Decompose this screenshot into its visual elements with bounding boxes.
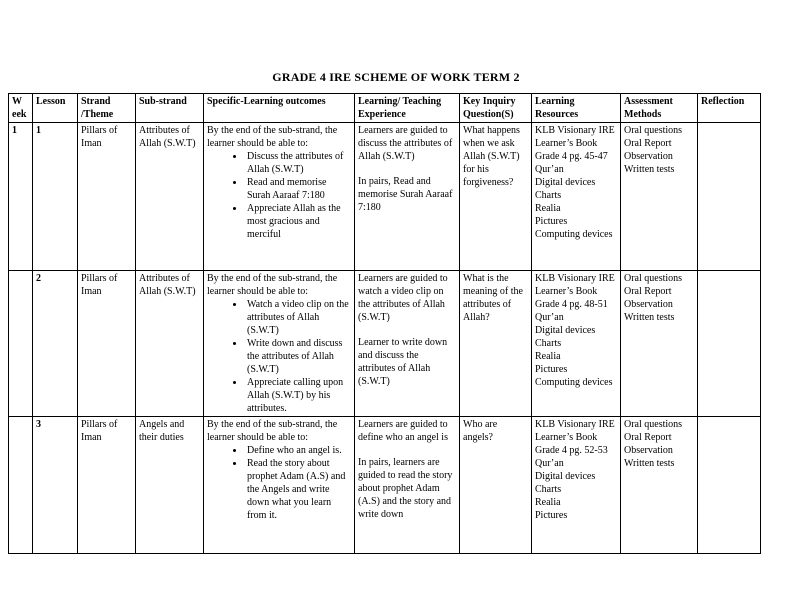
learning-experience-cell: Learners are guided to discuss the attributes of Allah (S.W.T) In pairs, Read and memorise Surah Aaraaf 7:180 [355, 123, 460, 271]
reflection-cell [698, 123, 761, 271]
outcome-bullet: • Appreciate Allah as the most gracious and merciful [245, 202, 351, 241]
outcomes-bullet-list [207, 298, 351, 415]
header-sub-strand: Sub-strand [136, 94, 204, 123]
strand-theme-cell: Pillars of Iman [78, 123, 136, 271]
header-lesson: Lesson [33, 94, 78, 123]
sub-strand-cell: Attributes of Allah (S.W.T) [136, 271, 204, 417]
header-learning-resources: Learning Resources [532, 94, 621, 123]
table-row [9, 123, 761, 271]
key-inquiry-question-cell: What is the meaning of the attributes of Allah? [460, 271, 532, 417]
learning-resources-cell: KLB Visionary IRE Learner’s Book Grade 4 pg. 48-51 Qur’an Digital devices Charts Realia Pictures Computing devices [532, 271, 621, 417]
outcome-bullet: • Discuss the attributes of Allah (S.W.T) [245, 150, 351, 176]
table-row [9, 271, 761, 417]
learning-resources-cell: KLB Visionary IRE Learner’s Book Grade 4 pg. 52-53 Qur’an Digital devices Charts Realia Pictures [532, 417, 621, 554]
strand-theme-cell: Pillars of Iman [78, 417, 136, 554]
header-week: W eek [9, 94, 33, 123]
sub-strand-cell: Angels and their duties [136, 417, 204, 554]
lesson-cell: 2 [33, 271, 78, 417]
reflection-cell [698, 417, 761, 554]
outcomes-intro: By the end of the sub-strand, the learner should be able to: [207, 273, 338, 297]
lesson-cell: 3 [33, 417, 78, 554]
outcome-bullet: • Define who an angel is. [245, 444, 351, 457]
learning-outcomes-cell [204, 417, 355, 554]
reflection-cell [698, 271, 761, 417]
outcomes-intro: By the end of the sub-strand, the learner should be able to: [207, 125, 338, 149]
outcomes-bullet-list [207, 444, 351, 522]
assessment-methods-cell: Oral questions Oral Report Observation Written tests [621, 417, 698, 554]
key-inquiry-question-cell: Who are angels? [460, 417, 532, 554]
learning-outcomes-cell [204, 123, 355, 271]
learning-resources-cell: KLB Visionary IRE Learner’s Book Grade 4 pg. 45-47 Qur’an Digital devices Charts Realia Pictures Computing devices [532, 123, 621, 271]
outcome-bullet: • Read and memorise Surah Aaraaf 7:180 [245, 176, 351, 202]
week-cell: 1 [9, 123, 33, 271]
lesson-cell: 1 [33, 123, 78, 271]
outcome-bullet: • Watch a video clip on the attributes of Allah (S.W.T) [245, 298, 351, 337]
learning-experience-cell: Learners are guided to define who an angel is In pairs, learners are guided to read the story about prophet Adam (A.S) and the story and write down [355, 417, 460, 554]
header-learning-teaching-experience: Learning/ Teaching Experience [355, 94, 460, 123]
outcome-bullet: • Write down and discuss the attributes of Allah (S.W.T) [245, 337, 351, 376]
document-title: GRADE 4 IRE SCHEME OF WORK TERM 2 [272, 70, 520, 84]
table-body [9, 123, 761, 554]
header-strand-theme: Strand /Theme [78, 94, 136, 123]
sub-strand-cell: Attributes of Allah (S.W.T) [136, 123, 204, 271]
header-reflection: Reflection [698, 94, 761, 123]
header-specific-learning-outcomes: Specific-Learning outcomes [204, 94, 355, 123]
strand-theme-cell: Pillars of Iman [78, 271, 136, 417]
learning-outcomes-cell [204, 271, 355, 417]
assessment-methods-cell: Oral questions Oral Report Observation Written tests [621, 271, 698, 417]
key-inquiry-question-cell: What happens when we ask Allah (S.W.T) for his forgiveness? [460, 123, 532, 271]
assessment-methods-cell: Oral questions Oral Report Observation Written tests [621, 123, 698, 271]
learning-experience-cell: Learners are guided to watch a video clip on the attributes of Allah (S.W.T) Learner to write down and discuss the attributes of Allah (S.W.T) [355, 271, 460, 417]
outcomes-intro: By the end of the sub-strand, the learner should be able to: [207, 419, 338, 443]
outcome-bullet: • Appreciate calling upon Allah (S.W.T) by his attributes. [245, 376, 351, 415]
table-row [9, 417, 761, 554]
scheme-of-work-table [8, 93, 761, 554]
week-cell [9, 271, 33, 417]
outcome-bullet: • Read the story about prophet Adam (A.S) and the Angels and write down what you learn from it. [245, 457, 351, 522]
outcomes-bullet-list [207, 150, 351, 241]
header-assessment-methods: Assessment Methods [621, 94, 698, 123]
week-cell [9, 417, 33, 554]
header-key-inquiry-question: Key Inquiry Question(S) [460, 94, 532, 123]
table-header-row [9, 94, 761, 123]
